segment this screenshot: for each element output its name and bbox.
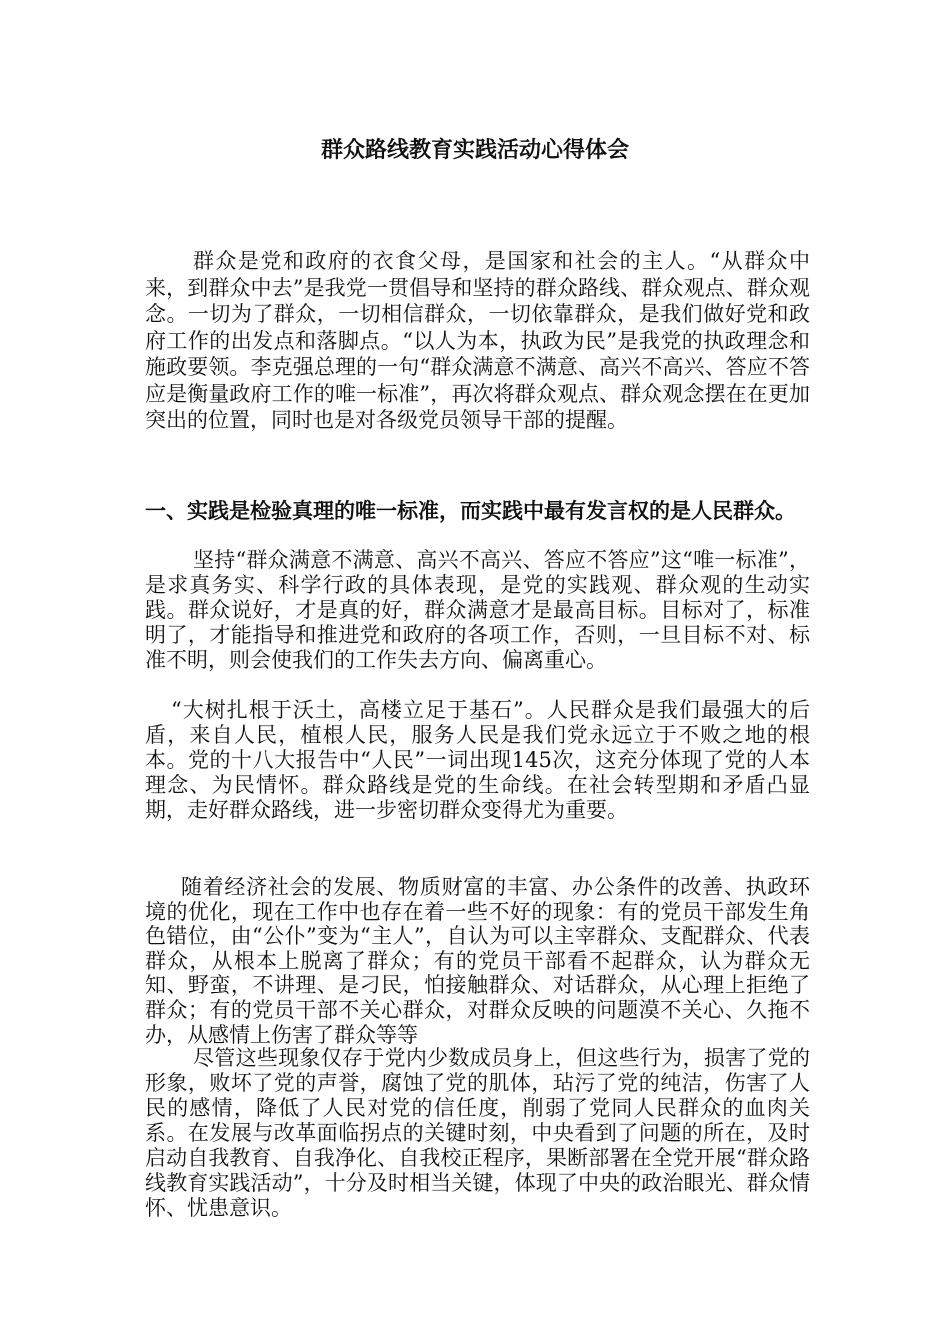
document-title: 群众路线教育实践活动心得体会: [320, 137, 629, 163]
body-paragraph: 随着经济社会的发展、物质财富的丰富、办公条件的改善、执政环境的优化，现在工作中也存在着一些不好的现象：有的党员干部发生角色错位，由“公仆”变为“主人”，自认为可以主宰群众、支配群众、代表群众，从根本上脱离了群众；有的党员干部看不起群众，认为群众无知、野蛮，不讲理、是刁民，怕接触群众、对话群众，从心理上拒绝了群众；有的党员干部不关心群众，对群众反映的问题漠不关心、久拖不办，从感情上伤害了群众等等: [145, 875, 810, 1047]
body-paragraph: 尽管这些现象仅存于党内少数成员身上，但这些行为，损害了党的形象，败坏了党的声誉，腐蚀了党的肌体，玷污了党的纯洁，伤害了人民的感情，降低了人民对党的信任度，削弱了党同人民群众的血肉关系。在发展与改革面临拐点的关键时刻，中央看到了问题的所在，及时启动自我教育、自我净化、自我校正程序，果断部署在全党开展“群众路线教育实践活动”，十分及时相当关键，体现了中央的政治眼光、群众情怀、忧患意识。: [145, 1046, 810, 1220]
body-paragraph: 坚持“群众满意不满意、高兴不高兴、答应不答应”这“唯一标准”，是求真务实、科学行政的具体表现，是党的实践观、群众观的生动实践。群众说好，才是真的好，群众满意才是最高目标。目标对了，标准明了，才能指导和推进党和政府的各项工作，否则，一旦目标不对、标准不明，则会使我们的工作失去方向、偏离重心。: [145, 548, 810, 672]
section-heading: 一、实践是检验真理的唯一标准，而实践中最有发言权的是人民群众。: [145, 498, 796, 523]
body-paragraph: “大树扎根于沃土，高楼立足于基石”。人民群众是我们最强大的后盾，来自人民，植根人民，服务人民是我们党永远立于不败之地的根本。党的十八大报告中“人民”一词出现145次，这充分体现了党的人本理念、为民情怀。群众路线是党的生命线。在社会转型期和矛盾凸显期，走好群众路线，进一步密切群众变得尤为重要。: [145, 698, 810, 822]
intro-paragraph: 群众是党和政府的衣食父母，是国家和社会的主人。“从群众中来，到群众中去”是我党一贯倡导和坚持的群众路线、群众观点、群众观念。一切为了群众，一切相信群众，一切依靠群众，是我们做好党和政府工作的出发点和落脚点。“以人为本，执政为民”是我党的执政理念和施政要领。李克强总理的一句“群众满意不满意、高兴不高兴、答应不答应是衡量政府工作的唯一标准”，再次将群众观点、群众观念摆在在更加突出的位置，同时也是对各级党员领导干部的提醒。: [145, 249, 810, 432]
